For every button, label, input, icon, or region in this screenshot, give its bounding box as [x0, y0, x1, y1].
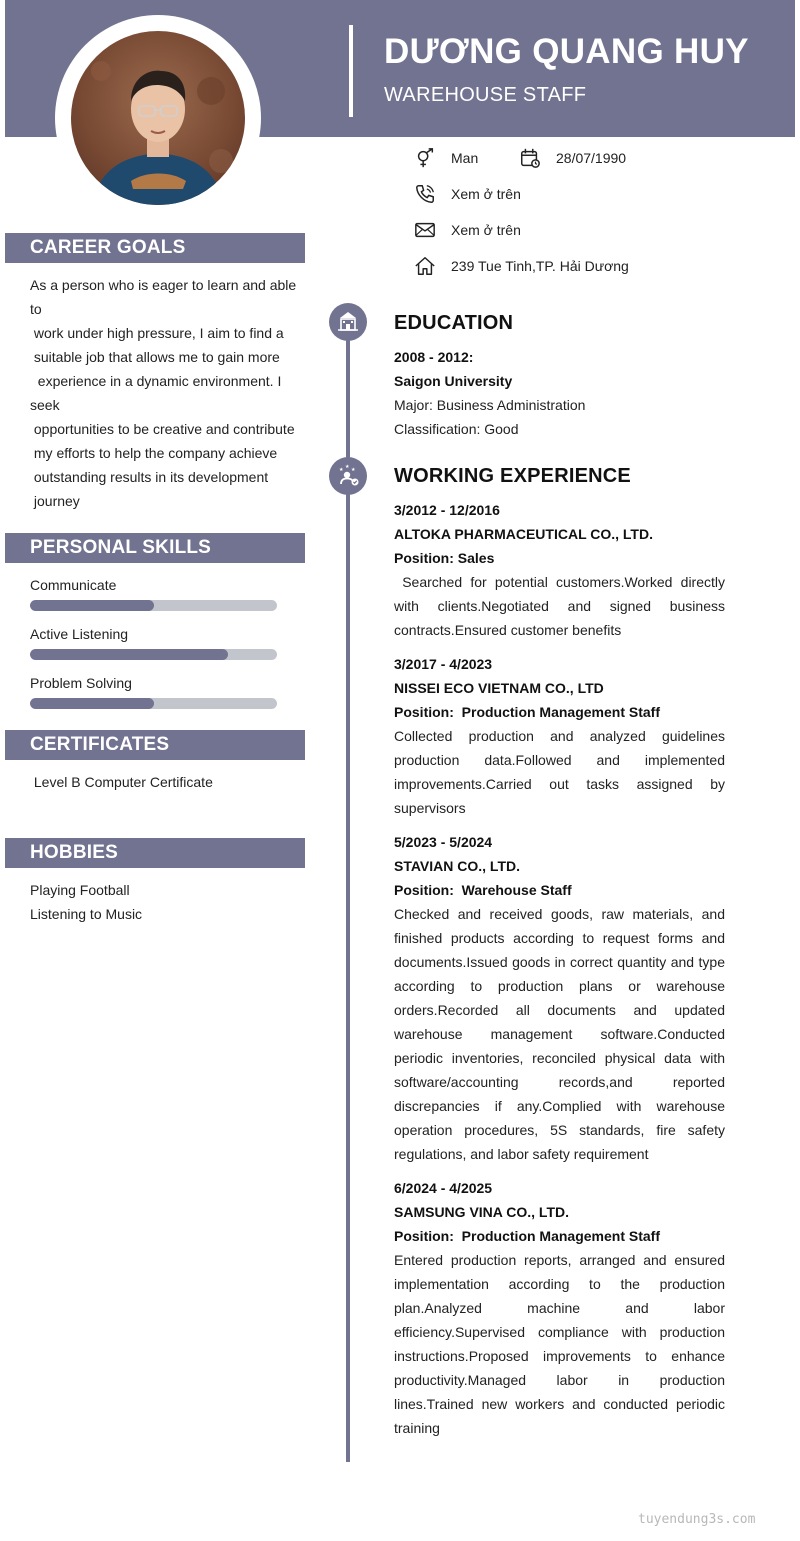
job-period: 6/2024 - 4/2025 [394, 1180, 493, 1196]
home-icon [414, 255, 436, 277]
certificates-heading: CERTIFICATES [5, 730, 305, 760]
job-position: Position: Sales [394, 550, 495, 566]
certificate-item: Level B Computer Certificate [30, 774, 213, 790]
goal-line: journey [30, 493, 80, 509]
avatar-photo [71, 31, 245, 205]
education-heading: EDUCATION [394, 312, 514, 334]
school-icon [335, 309, 361, 335]
skill-bar-fill [30, 698, 154, 709]
job-position: Position: Production Management Staff [394, 704, 661, 720]
contact-phone [414, 183, 521, 205]
goal-line: opportunities to be creative and contribute [30, 421, 295, 437]
contact-gender [414, 147, 478, 169]
skill-name: Active Listening [30, 626, 129, 642]
job-company: ALTOKA PHARMACEUTICAL CO., LTD. [394, 526, 653, 542]
job-description: Checked and received goods, raw materials, and finished products according to request forms and documents.Issued goods in correct quantity and type according to production plans or warehouse orders.Recorded all documents and updated warehouse management software.Conducted periodic inventories, reconciled physical data with software/accounting records,and reported discrepancies if any.Complied with warehouse operation procedures, 5S standards, fire safety regulations, and labor safety requirement [394, 906, 725, 1162]
phone-icon [414, 183, 436, 205]
skill-bar [30, 600, 277, 611]
job-period: 3/2012 - 12/2016 [394, 502, 500, 518]
education-school: Saigon University [394, 373, 513, 389]
hobby-item: Playing Football [30, 882, 130, 898]
skill-bar-fill [30, 600, 154, 611]
birthdate-text: 28/07/1990 [556, 150, 627, 166]
career-goals-heading: CAREER GOALS [5, 233, 305, 263]
job-entry [394, 652, 725, 820]
goal-line: As a person who is eager to learn and able [30, 277, 297, 293]
goal-line: seek [30, 397, 60, 413]
gender-icon [414, 147, 436, 169]
goal-line: work under high pressure, I aim to find a [30, 325, 284, 341]
email-icon [414, 219, 436, 241]
hobby-item: Listening to Music [30, 906, 143, 922]
candidate-title: WAREHOUSE STAFF [384, 84, 587, 106]
goal-line: experience in a dynamic environment. I [30, 373, 282, 389]
job-description: Collected production and analyzed guidelines production data.Followed and implemented improvements.Carried out tasks assigned by supervisors [394, 728, 725, 816]
skill-bar [30, 698, 277, 709]
skill-name: Problem Solving [30, 675, 132, 691]
watermark: tuyendung3s.com [638, 1512, 756, 1527]
job-description: Entered production reports, arranged and ensured implementation according to the production plan.Analyzed machine and labor efficiency.Supervised compliance with production instructions.Proposed improvements to enhance productivity.Managed labor in production lines.Trained new workers and conducted periodic training [394, 1252, 725, 1436]
education-major: Major: Business Administration [394, 397, 586, 413]
goal-line: suitable job that allows me to gain more [30, 349, 280, 365]
education-block [394, 345, 725, 441]
job-position: Position: Production Management Staff [394, 1228, 661, 1244]
team-award-icon [335, 463, 361, 489]
job-period: 5/2023 - 5/2024 [394, 834, 493, 850]
education-node [329, 303, 367, 341]
hobbies-heading: HOBBIES [5, 838, 305, 868]
job-period: 3/2017 - 4/2023 [394, 656, 493, 672]
avatar [71, 31, 245, 205]
candidate-name: DƯƠNG QUANG HUY [384, 32, 749, 71]
education-classification: Classification: Good [394, 421, 519, 437]
personal-skills-heading: PERSONAL SKILLS [5, 533, 305, 563]
goal-line: to [30, 301, 42, 317]
svg-text:★: ★ [339, 467, 344, 473]
experience-node [329, 457, 367, 495]
skill-name: Communicate [30, 577, 117, 593]
phone-text: Xem ở trên [451, 186, 521, 202]
goal-line: my efforts to help the company achieve [30, 445, 278, 461]
address-text: 239 Tue Tinh,TP. Hải Dương [451, 258, 629, 274]
header-divider [349, 25, 353, 117]
job-company: NISSEI ECO VIETNAM CO., LTD [394, 680, 604, 696]
svg-text:★: ★ [351, 467, 356, 473]
job-entry [394, 498, 729, 642]
contact-email [414, 219, 521, 241]
career-goals-text [30, 273, 306, 513]
job-entry [394, 1176, 725, 1440]
email-text: Xem ở trên [451, 222, 521, 238]
svg-text:★: ★ [345, 464, 350, 470]
gender-text: Man [451, 150, 479, 166]
job-position: Position: Warehouse Staff [394, 882, 572, 898]
job-entry [394, 830, 725, 1166]
job-description: Searched for potential customers.Worked directly with clients.Negotiated and signed business contracts.Ensured customer benefits [394, 574, 729, 638]
contact-birthdate [519, 147, 626, 169]
job-company: SAMSUNG VINA CO., LTD. [394, 1204, 569, 1220]
goal-line: outstanding results in its development [30, 469, 269, 485]
job-company: STAVIAN CO., LTD. [394, 858, 520, 874]
calendar-icon [519, 147, 541, 169]
experience-heading: WORKING EXPERIENCE [394, 465, 631, 487]
contact-address [414, 255, 629, 277]
skill-bar [30, 649, 277, 660]
skill-bar-fill [30, 649, 228, 660]
education-period: 2008 - 2012: [394, 349, 474, 365]
